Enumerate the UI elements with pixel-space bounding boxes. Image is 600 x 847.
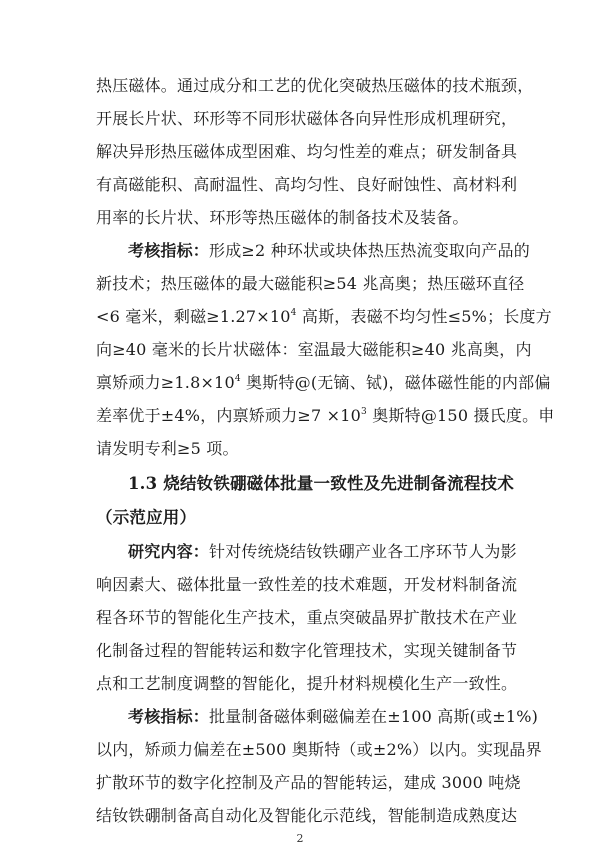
assessment-text: 高斯，表磁不均匀性≤5%；长度方 — [296, 307, 552, 326]
superscript: 4 — [290, 307, 297, 318]
assessment-text: 批量制备磁体剩磁偏差在±100 高斯(或±1%) — [209, 707, 539, 726]
paragraph-line: 热压磁体。通过成分和工艺的优化突破热压磁体的技术瓶颈， — [96, 76, 534, 95]
research-line — [128, 542, 517, 562]
paragraph-line: 解决异形热压磁体成型困难、均匀性差的难点；研发制备具 — [96, 142, 518, 161]
assessment-text: 禀矫顽力≥1.8×10 — [96, 373, 235, 392]
superscript: 4 — [234, 373, 241, 384]
research-line: 点和工艺制度调整的智能化，提升材料规模化生产一致性。 — [96, 674, 518, 693]
assessment-text: 奥斯特@(无镝、铽)，磁体磁性能的内部偏 — [240, 373, 551, 392]
research-label: 研究内容： — [128, 542, 210, 561]
page-number: 2 — [296, 832, 304, 845]
assessment-line: 以内，矫顽力偏差在±500 奥斯特（或±2%）以内。实现晶界 — [96, 740, 542, 759]
research-line: 化制备过程的智能转运和数字化管理技术，实现关键制备节 — [96, 641, 518, 660]
assessment-label: 考核指标： — [128, 707, 210, 726]
research-text: 针对传统烧结钕铁硼产业各工序环节人为影 — [209, 542, 517, 561]
assessment-line — [96, 373, 551, 393]
assessment-line: 结钕铁硼制备高自动化及智能化示范线，智能制造成熟度达 — [96, 806, 518, 825]
paragraph-line: 有高磁能积、高耐温性、高均匀性、良好耐蚀性、高材料利 — [96, 175, 518, 194]
section-heading: 1.3 烧结钕铁硼磁体批量一致性及先进制备流程技术 — [128, 474, 514, 493]
paragraph-line: 开展长片状、环形等不同形状磁体各向异性形成机理研究， — [96, 109, 518, 128]
assessment-line: 新技术；热压磁体的最大磁能积≥54 兆高奥；热压磁环直径 — [96, 274, 525, 293]
assessment-label: 考核指标： — [128, 241, 210, 260]
assessment-text: <6 毫米，剩磁≥1.27×10 — [96, 307, 291, 326]
assessment-line — [128, 241, 530, 261]
assessment-line — [96, 406, 555, 426]
assessment-text: 形成≥2 种环状或块体热压热流变取向产品的 — [209, 241, 530, 260]
superscript: 3 — [361, 406, 367, 417]
research-line: 响因素大、磁体批量一致性差的技术难题，开发材料制备流 — [96, 575, 518, 594]
research-line: 程各环节的智能化生产技术，重点突破晶界扩散技术在产业 — [96, 608, 518, 627]
assessment-line: 向≥40 毫米的长片状磁体：室温最大磁能积≥40 兆高奥，内 — [96, 340, 532, 359]
assessment-line — [128, 707, 539, 727]
assessment-line: 扩散环节的数字化控制及产品的智能转运，建成 3000 吨烧 — [96, 773, 521, 792]
assessment-text: 奥斯特@150 摄氏度。申 — [366, 406, 555, 425]
assessment-line: 请发明专利≥5 项。 — [96, 439, 239, 458]
section-subtitle: （示范应用） — [96, 508, 197, 527]
paragraph-line: 用率的长片状、环形等热压磁体的制备技术及装备。 — [96, 208, 469, 227]
assessment-line — [96, 307, 552, 327]
assessment-text: 差率优于±4%，内禀矫顽力≥7 ×10 — [96, 406, 362, 425]
